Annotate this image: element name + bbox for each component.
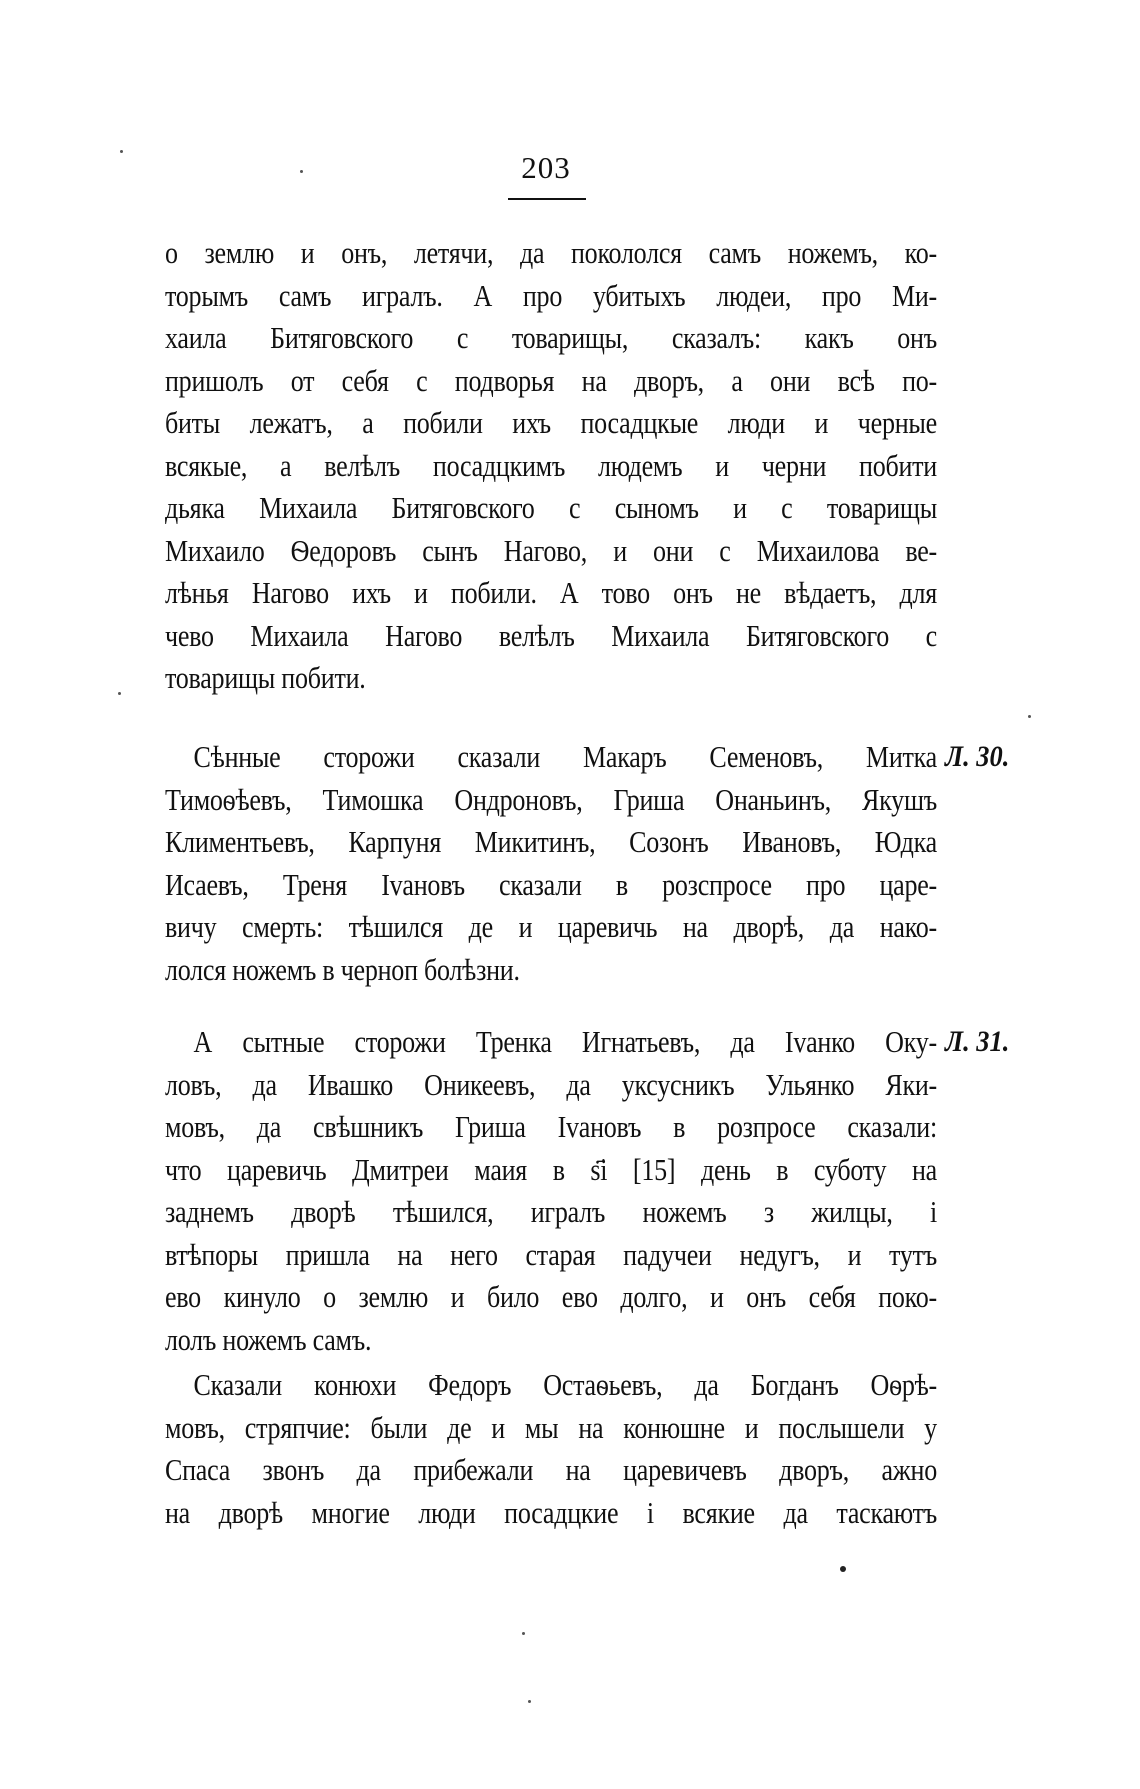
page-number-rule [508, 198, 586, 200]
text-line: о землю и онъ, летячи, да покололся самъ ножемъ, ко- [165, 235, 937, 270]
scan-speck [522, 1632, 525, 1635]
page-number: 203 [521, 150, 571, 185]
text-line: пришолъ от себя с подворья на дворъ, а они всѣ по- [165, 362, 937, 398]
text-line: Спаса звонъ да прибежали на царевичевъ дворъ, ажно [165, 1452, 937, 1487]
text-line: всякые, а велѣлъ посадцкимъ людемъ и черни побити [165, 447, 937, 483]
margin-note-folio: Л. 30. [945, 740, 1010, 773]
text-line: вичу смерть: тѣшился де и царевичь на дворѣ, да нако- [165, 909, 937, 944]
text-line: на дворѣ многие люди посадцкие і всякие да таскаютъ [165, 1494, 937, 1530]
paragraph-2 [165, 736, 937, 991]
text-line: втѣпоры пришла на него старая падучеи недугъ, и тутъ [165, 1236, 937, 1272]
text-line: лолъ ножемъ самъ. [165, 1321, 372, 1357]
text-line: биты лежатъ, а побили ихъ посадцкые люди и черные [165, 405, 937, 440]
text-line: чево Михаила Нагово велѣлъ Михаила Битяговского с [165, 617, 937, 653]
text-line: А сытные сторожи Тренка Игнатьевъ, да Іvанко Оку- [193, 1024, 937, 1059]
text-line: Сѣнные сторожи сказали Макаръ Семеновъ, Митка [193, 739, 937, 774]
text-line: Тимоѳѣевъ, Тимошка Ондроновъ, Гриша Онаньинъ, Якушъ [165, 781, 937, 817]
text-line: товарищы побити. [165, 660, 366, 695]
scan-speck [120, 150, 123, 153]
text-line: ловъ, да Ивашко Оникеевъ, да уксусникъ Ульянко Яки- [165, 1066, 937, 1102]
scan-speck [118, 692, 121, 695]
text-line: заднемъ дворѣ тѣшился, игралъ ножемъ з жилцы, і [165, 1194, 937, 1229]
scan-speck [1028, 715, 1031, 718]
text-line: Михаило Ѳедоровъ сынъ Нагово, и они с Михаилова ве- [165, 532, 937, 568]
text-line: хаила Битяговского с товарищы, сказалъ: какъ онъ [165, 320, 937, 355]
text-line: что царевичь Дмитреи маия в ѕ҃і [15] день в суботу на [165, 1151, 937, 1187]
text-line: торымъ самъ игралъ. А про убитыхъ людеи, про Ми- [165, 277, 937, 313]
margin-note-folio: Л. 31. [945, 1025, 1010, 1058]
text-line: мовъ, стряпчие: были де и мы на конюшне и послышели у [165, 1409, 937, 1445]
paragraph-1 [165, 232, 937, 700]
text-line: Климентьевъ, Карпуня Микитинъ, Созонъ Ивановъ, Юдка [165, 824, 937, 859]
paragraph-3 [165, 1021, 937, 1361]
text-line: мовъ, да свѣшникъ Гриша Іvановъ в розпросе сказали: [165, 1109, 937, 1144]
text-line: дьяка Михаила Битяговского с сыномъ и с товарищы [165, 490, 937, 525]
text-line: Исаевъ, Треня Іvановъ сказали в розспросе про царе- [165, 866, 937, 902]
scan-speck [528, 1700, 531, 1703]
scan-speck [840, 1566, 846, 1572]
scan-speck [300, 170, 303, 173]
paragraph-4 [165, 1364, 937, 1534]
text-line: ево кинуло о землю и било ево долго, и онъ себя поко- [165, 1279, 937, 1314]
text-line: лолся ножемъ в черноп болѣзни. [165, 951, 520, 987]
text-line: лѣнья Нагово ихъ и побили. А тово онъ не вѣдаетъ, для [165, 575, 937, 610]
text-line: Сказали конюхи Федоръ Остаѳьевъ, да Богданъ Оѳрѣ- [193, 1367, 937, 1402]
